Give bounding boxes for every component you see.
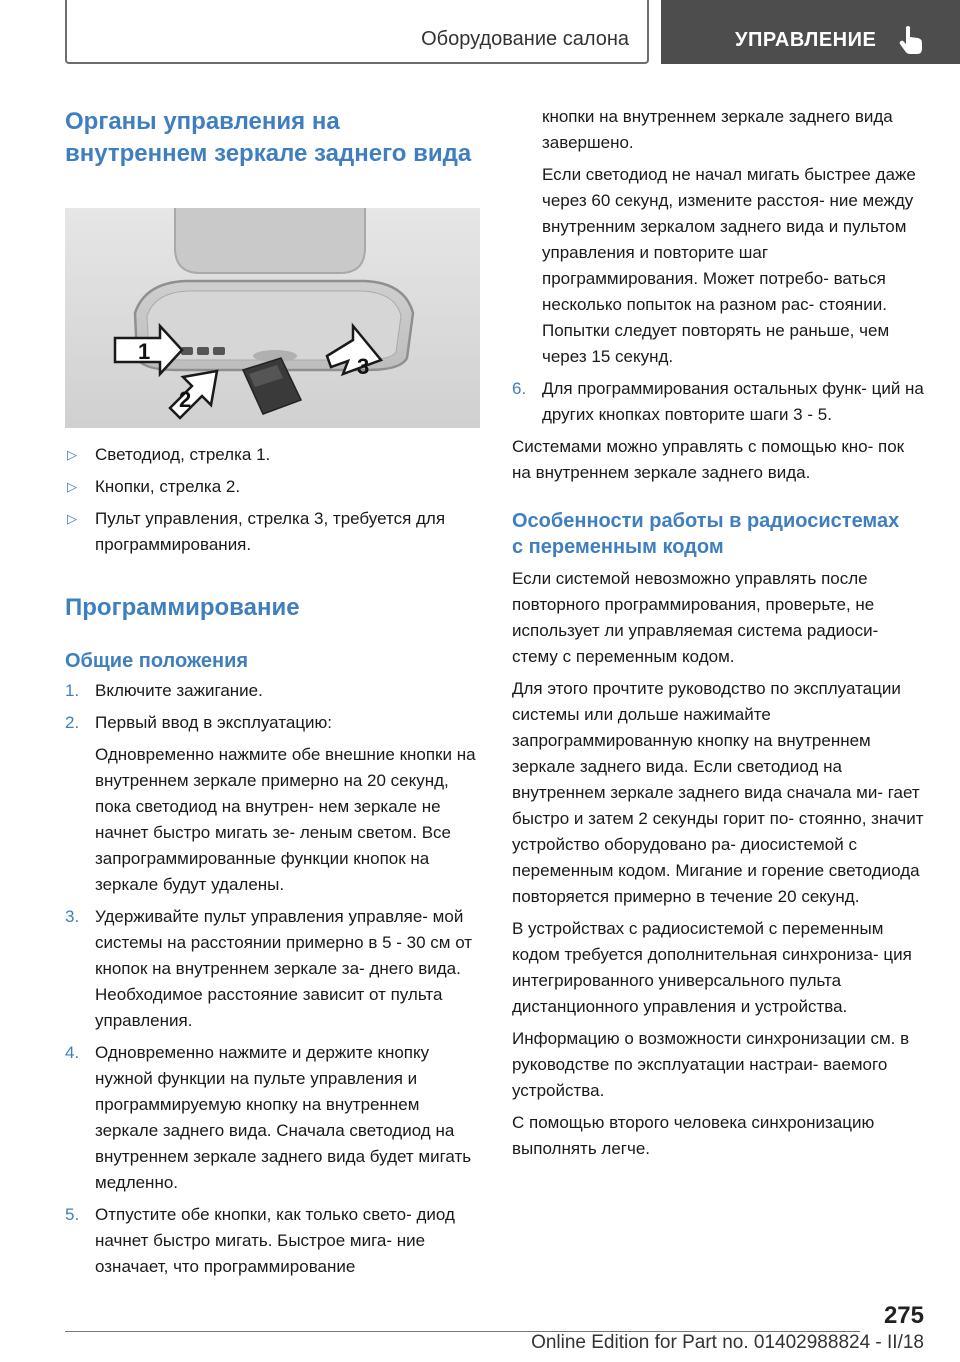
header-chapter-title: УПРАВЛЕНИЕ (735, 29, 877, 51)
paragraph: Системами можно управлять с помощью кно- пок на внутреннем зеркале заднего вида. (512, 437, 905, 482)
step-5-continuation: кнопки на внутреннем зеркале заднего вида завершено. (542, 107, 893, 152)
step-item: 3. Удерживайте пульт управления управляе- мой системы на расстоянии примерно в 5 - 30 см от кнопок на внутреннем зеркале за- днего вида. Необходимое расстояние зависит от пульта управления. (65, 907, 473, 1030)
programming-steps-continued (512, 376, 927, 428)
figure-legend (65, 442, 480, 558)
hand-pointer-icon (897, 24, 925, 54)
triangle-bullet-icon: ▷ (67, 511, 77, 526)
list-item: ▷ Светодиод, стрелка 1. (65, 442, 480, 468)
subsection-title-rolling-code: Особенности работы в радиосистемах с переменным кодом (512, 510, 900, 558)
programming-steps (65, 678, 480, 1280)
header-section-tab (65, 0, 649, 64)
header-chapter-tab (661, 0, 960, 64)
triangle-bullet-icon: ▷ (67, 447, 77, 462)
step-item: 6. Для программирования остальных функ- ций на других кнопках повторите шаги 3 - 5. (512, 379, 924, 424)
mirror-figure (65, 208, 480, 428)
page-number: 275 (883, 1302, 924, 1329)
mirror-illustration (65, 208, 480, 428)
section-title-controls: Органы управления на внутреннем зеркале заднего вида (65, 108, 472, 167)
subsection-title-general: Общие положения (65, 650, 249, 672)
header-section-title: Оборудование салона (421, 28, 629, 50)
paragraph: Информацию о возможности синхронизации см. в руководстве по эксплуатации настраи- ваемого устройства. (512, 1029, 910, 1100)
callout-3: 3 (357, 354, 370, 379)
step-item: 1. Включите зажигание. (65, 681, 263, 700)
step-item: 2. Первый ввод в эксплуатацию: Одновременно нажмите обе внешние кнопки на внутреннем зеркале примерно на 20 секунд, пока светодиод на внутрен- нем зеркале не начнет быстро мигать зе- леным светом. Все запрограммированные функции кнопок на зеркале будут удалены. (65, 713, 476, 894)
paragraph: Если системой невозможно управлять после повторного программирования, проверьте, не использует ли управляемая система радиоси- стему с переменным кодом. (512, 569, 879, 666)
section-title-programming: Программирование (65, 594, 300, 621)
callout-2: 2 (179, 387, 192, 412)
list-item: ▷ Кнопки, стрелка 2. (65, 474, 480, 500)
footer-edition: Online Edition for Part no. 01402988824 - II/18 (531, 1332, 924, 1353)
triangle-bullet-icon: ▷ (67, 479, 77, 494)
paragraph: Для этого прочтите руководство по эксплуатации системы или дольше нажимайте запрограммированную кнопку на внутреннем зеркале заднего вида. Если светодиод на внутреннем зеркале заднего вида сначала ми- гает быстро и затем 2 секунды горит по- стоянно, значит устройство оборудовано ра- диосистемой с переменным кодом. Мигание и горение светодиода повторяется примерно в течение 20 секунд. (512, 679, 924, 906)
paragraph: В устройствах с радиосистемой с переменным кодом требуется дополнительная синхрониза- ция интегрированного универсального пульта дистанционного управления и устройства. (512, 919, 912, 1016)
callout-1: 1 (138, 339, 151, 364)
retry-note: Если светодиод не начал мигать быстрее даже через 60 секунд, измените расстоя- ние между внутренним зеркалом заднего вида и пультом управления и повторите шаг программирования. Может потребо- ваться несколько попыток на разном рас- стоянии. Попытки следует повторять не раньше, чем через 15 секунд. (542, 165, 916, 366)
list-item: ▷ Пульт управления, стрелка 3, требуется для программирования. (65, 506, 480, 558)
step-item: 4. Одновременно нажмите и держите кнопку нужной функции на пульте управления и программируемую кнопку на внутреннем зеркале заднего вида. Сначала светодиод на внутреннем зеркале заднего вида будет мигать медленно. (65, 1043, 472, 1192)
step-item: 5. Отпустите обе кнопки, как только свето- диод начнет быстро мигать. Быстрое мига- ние означает, что программирование (65, 1205, 455, 1276)
paragraph: С помощью второго человека синхронизацию выполнять легче. (512, 1113, 875, 1158)
